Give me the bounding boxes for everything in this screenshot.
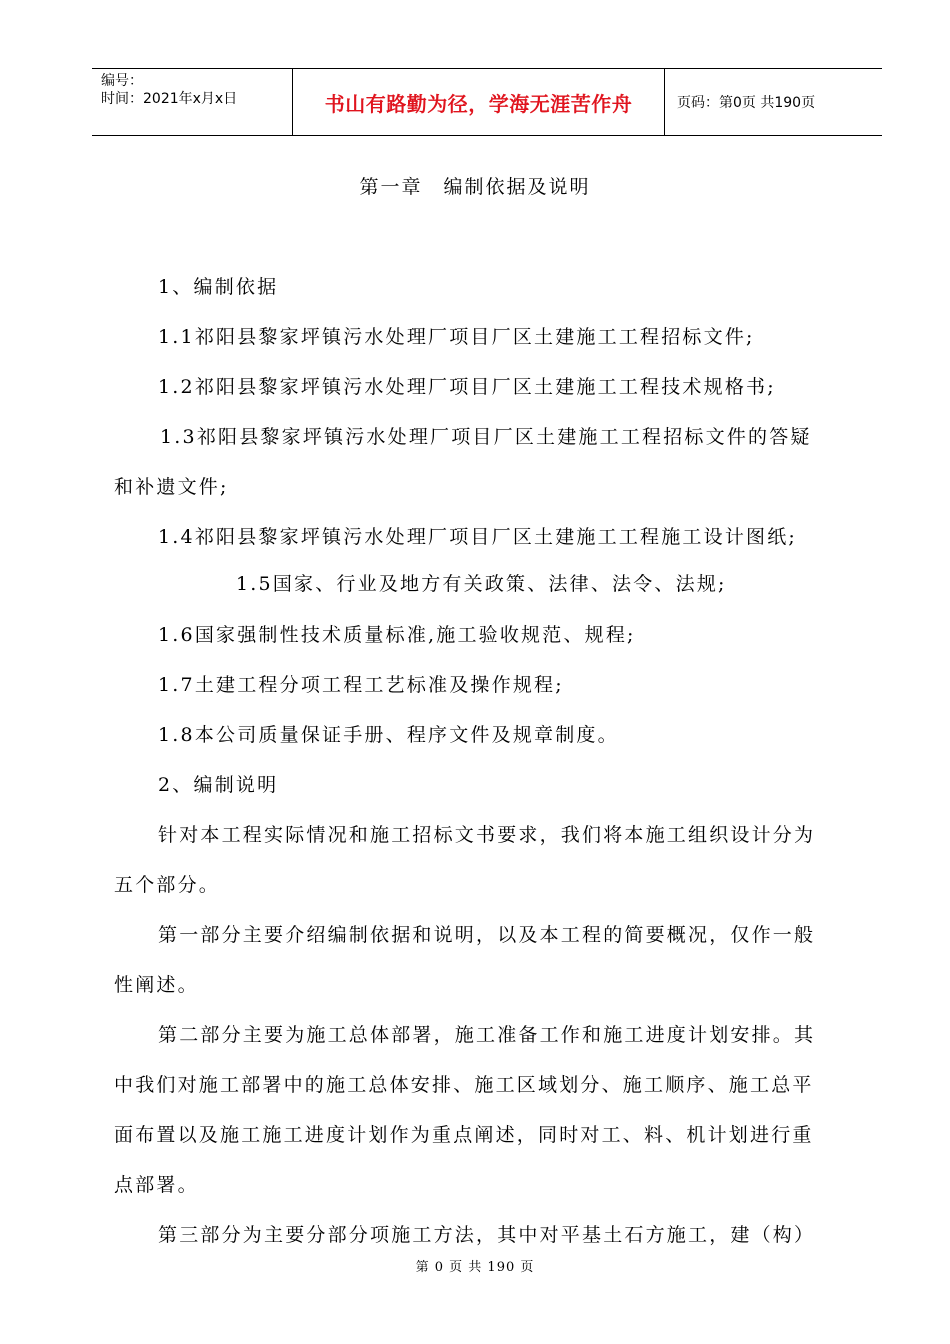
basis-item: 1.4祁阳县黎家坪镇污水处理厂项目厂区土建施工工程施工设计图纸; [158, 526, 798, 548]
paragraph-line: 针对本工程实际情况和施工招标文书要求，我们将本施工组织设计分为 [158, 824, 816, 846]
paragraph-line: 中我们对施工部署中的施工总体安排、施工区域划分、施工顺序、施工总平 [114, 1074, 814, 1096]
page-footer: 第 0 页 共 190 页 [415, 1260, 535, 1275]
basis-item: 1.7土建工程分项工程工艺标准及操作规程; [158, 674, 564, 696]
basis-item: 1.2祁阳县黎家坪镇污水处理厂项目厂区土建施工工程技术规格书; [158, 376, 776, 398]
basis-item: 1.3祁阳县黎家坪镇污水处理厂项目厂区土建施工工程招标文件的答疑 [160, 426, 812, 448]
basis-item: 1.8本公司质量保证手册、程序文件及规章制度。 [158, 724, 619, 746]
paragraph-line: 第三部分为主要分部分项施工方法，其中对平基土石方施工，建（构） [158, 1224, 816, 1246]
basis-item-continued: 和补遗文件; [114, 476, 229, 498]
paragraph-line: 五个部分。 [114, 874, 221, 896]
paragraph-line: 性阐述。 [114, 974, 199, 996]
header-motto: 书山有路勤为径，学海无涯苦作舟 [293, 69, 665, 135]
chapter-title: 第一章 编制依据及说明 [359, 176, 591, 198]
paragraph-line: 点部署。 [114, 1174, 199, 1196]
paragraph-line: 面布置以及施工施工进度计划作为重点阐述，同时对工、料、机计划进行重 [114, 1124, 814, 1146]
header-page-label: 页码：第0页 共190页 [677, 95, 816, 111]
header-table [92, 68, 882, 136]
section-heading-notes: 2、编制说明 [158, 774, 279, 796]
section-heading-basis: 1、编制依据 [158, 276, 279, 298]
header-time-label: 时间：2021年x月x日 [101, 91, 238, 107]
paragraph-line: 第二部分主要为施工总体部署，施工准备工作和施工进度计划安排。其 [158, 1024, 816, 1046]
header-code-label: 编号： [101, 73, 143, 89]
paragraph-line: 第一部分主要介绍编制依据和说明，以及本工程的简要概况，仅作一般 [158, 924, 816, 946]
basis-item: 1.5国家、行业及地方有关政策、法律、法令、法规; [236, 573, 727, 595]
basis-item: 1.1祁阳县黎家坪镇污水处理厂项目厂区土建施工工程招标文件; [158, 326, 755, 348]
header-info-cell [92, 69, 293, 135]
basis-item: 1.6国家强制性技术质量标准,施工验收规范、规程; [158, 624, 636, 646]
